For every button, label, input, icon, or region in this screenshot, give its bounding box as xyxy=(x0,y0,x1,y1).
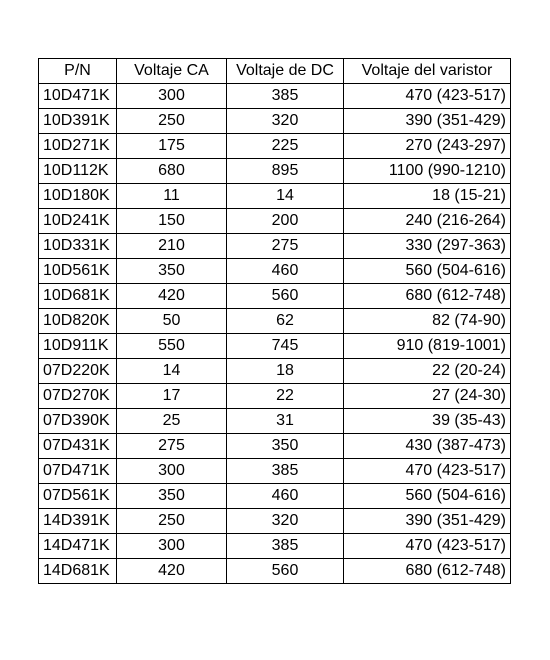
table-row xyxy=(39,534,511,559)
voltaje-varistor-cell: 470 (423-517) xyxy=(344,84,511,109)
pn-cell: 07D390K xyxy=(39,409,117,434)
voltaje-varistor-cell: 22 (20-24) xyxy=(344,359,511,384)
voltaje-ca-cell: 14 xyxy=(117,359,227,384)
voltaje-dc-cell: 745 xyxy=(227,334,344,359)
voltaje-dc-cell: 385 xyxy=(227,84,344,109)
voltaje-varistor-cell: 390 (351-429) xyxy=(344,509,511,534)
voltaje-varistor-cell: 82 (74-90) xyxy=(344,309,511,334)
pn-cell: 14D391K xyxy=(39,509,117,534)
voltaje-dc-cell: 385 xyxy=(227,459,344,484)
voltaje-varistor-cell: 910 (819-1001) xyxy=(344,334,511,359)
voltaje-varistor-cell: 270 (243-297) xyxy=(344,134,511,159)
voltaje-dc-cell: 320 xyxy=(227,509,344,534)
voltaje-ca-cell: 250 xyxy=(117,109,227,134)
header-voltaje-dc: Voltaje de DC xyxy=(227,59,344,84)
voltaje-ca-cell: 300 xyxy=(117,534,227,559)
table-row xyxy=(39,559,511,584)
voltaje-ca-cell: 350 xyxy=(117,259,227,284)
voltaje-varistor-cell: 560 (504-616) xyxy=(344,484,511,509)
voltaje-varistor-cell: 39 (35-43) xyxy=(344,409,511,434)
header-voltaje-ca: Voltaje CA xyxy=(117,59,227,84)
voltaje-ca-cell: 150 xyxy=(117,209,227,234)
voltaje-ca-cell: 175 xyxy=(117,134,227,159)
pn-cell: 07D471K xyxy=(39,459,117,484)
voltaje-varistor-cell: 430 (387-473) xyxy=(344,434,511,459)
pn-cell: 14D471K xyxy=(39,534,117,559)
pn-cell: 07D431K xyxy=(39,434,117,459)
voltaje-dc-cell: 350 xyxy=(227,434,344,459)
table-row xyxy=(39,409,511,434)
voltaje-ca-cell: 300 xyxy=(117,84,227,109)
header-voltaje-varistor: Voltaje del varistor xyxy=(344,59,511,84)
pn-cell: 14D681K xyxy=(39,559,117,584)
voltaje-ca-cell: 300 xyxy=(117,459,227,484)
voltaje-dc-cell: 320 xyxy=(227,109,344,134)
voltaje-varistor-cell: 390 (351-429) xyxy=(344,109,511,134)
varistor-spec-table xyxy=(38,58,511,584)
voltaje-varistor-cell: 560 (504-616) xyxy=(344,259,511,284)
table-row xyxy=(39,284,511,309)
voltaje-dc-cell: 22 xyxy=(227,384,344,409)
pn-cell: 10D681K xyxy=(39,284,117,309)
table-row xyxy=(39,109,511,134)
table-header xyxy=(39,59,511,84)
voltaje-dc-cell: 560 xyxy=(227,559,344,584)
voltaje-dc-cell: 200 xyxy=(227,209,344,234)
table-row xyxy=(39,434,511,459)
table-row xyxy=(39,259,511,284)
table-row xyxy=(39,384,511,409)
voltaje-varistor-cell: 18 (15-21) xyxy=(344,184,511,209)
table-row xyxy=(39,509,511,534)
voltaje-ca-cell: 350 xyxy=(117,484,227,509)
voltaje-ca-cell: 550 xyxy=(117,334,227,359)
voltaje-varistor-cell: 680 (612-748) xyxy=(344,284,511,309)
voltaje-ca-cell: 680 xyxy=(117,159,227,184)
voltaje-varistor-cell: 470 (423-517) xyxy=(344,459,511,484)
voltaje-ca-cell: 275 xyxy=(117,434,227,459)
table-row xyxy=(39,159,511,184)
pn-cell: 10D112K xyxy=(39,159,117,184)
pn-cell: 10D820K xyxy=(39,309,117,334)
voltaje-varistor-cell: 1100 (990-1210) xyxy=(344,159,511,184)
voltaje-dc-cell: 560 xyxy=(227,284,344,309)
voltaje-dc-cell: 225 xyxy=(227,134,344,159)
pn-cell: 10D271K xyxy=(39,134,117,159)
voltaje-ca-cell: 25 xyxy=(117,409,227,434)
pn-cell: 10D331K xyxy=(39,234,117,259)
table-row xyxy=(39,309,511,334)
voltaje-ca-cell: 17 xyxy=(117,384,227,409)
voltaje-dc-cell: 895 xyxy=(227,159,344,184)
voltaje-varistor-cell: 27 (24-30) xyxy=(344,384,511,409)
voltaje-ca-cell: 420 xyxy=(117,284,227,309)
table-row xyxy=(39,359,511,384)
voltaje-varistor-cell: 680 (612-748) xyxy=(344,559,511,584)
pn-cell: 07D270K xyxy=(39,384,117,409)
voltaje-varistor-cell: 240 (216-264) xyxy=(344,209,511,234)
voltaje-ca-cell: 11 xyxy=(117,184,227,209)
pn-cell: 10D241K xyxy=(39,209,117,234)
table-row xyxy=(39,484,511,509)
voltaje-dc-cell: 31 xyxy=(227,409,344,434)
pn-cell: 07D561K xyxy=(39,484,117,509)
pn-cell: 10D911K xyxy=(39,334,117,359)
table-row xyxy=(39,134,511,159)
pn-cell: 10D391K xyxy=(39,109,117,134)
table-row xyxy=(39,209,511,234)
voltaje-dc-cell: 18 xyxy=(227,359,344,384)
header-pn: P/N xyxy=(39,59,117,84)
voltaje-dc-cell: 14 xyxy=(227,184,344,209)
table-row xyxy=(39,459,511,484)
table-row xyxy=(39,334,511,359)
voltaje-ca-cell: 210 xyxy=(117,234,227,259)
voltaje-varistor-cell: 470 (423-517) xyxy=(344,534,511,559)
voltaje-dc-cell: 385 xyxy=(227,534,344,559)
table-row xyxy=(39,234,511,259)
table-row xyxy=(39,84,511,109)
table-body xyxy=(39,84,511,584)
pn-cell: 10D471K xyxy=(39,84,117,109)
voltaje-ca-cell: 420 xyxy=(117,559,227,584)
table-row xyxy=(39,184,511,209)
voltaje-dc-cell: 62 xyxy=(227,309,344,334)
voltaje-ca-cell: 250 xyxy=(117,509,227,534)
voltaje-dc-cell: 275 xyxy=(227,234,344,259)
voltaje-varistor-cell: 330 (297-363) xyxy=(344,234,511,259)
pn-cell: 10D180K xyxy=(39,184,117,209)
pn-cell: 10D561K xyxy=(39,259,117,284)
header-row xyxy=(39,59,511,84)
pn-cell: 07D220K xyxy=(39,359,117,384)
voltaje-ca-cell: 50 xyxy=(117,309,227,334)
voltaje-dc-cell: 460 xyxy=(227,259,344,284)
voltaje-dc-cell: 460 xyxy=(227,484,344,509)
